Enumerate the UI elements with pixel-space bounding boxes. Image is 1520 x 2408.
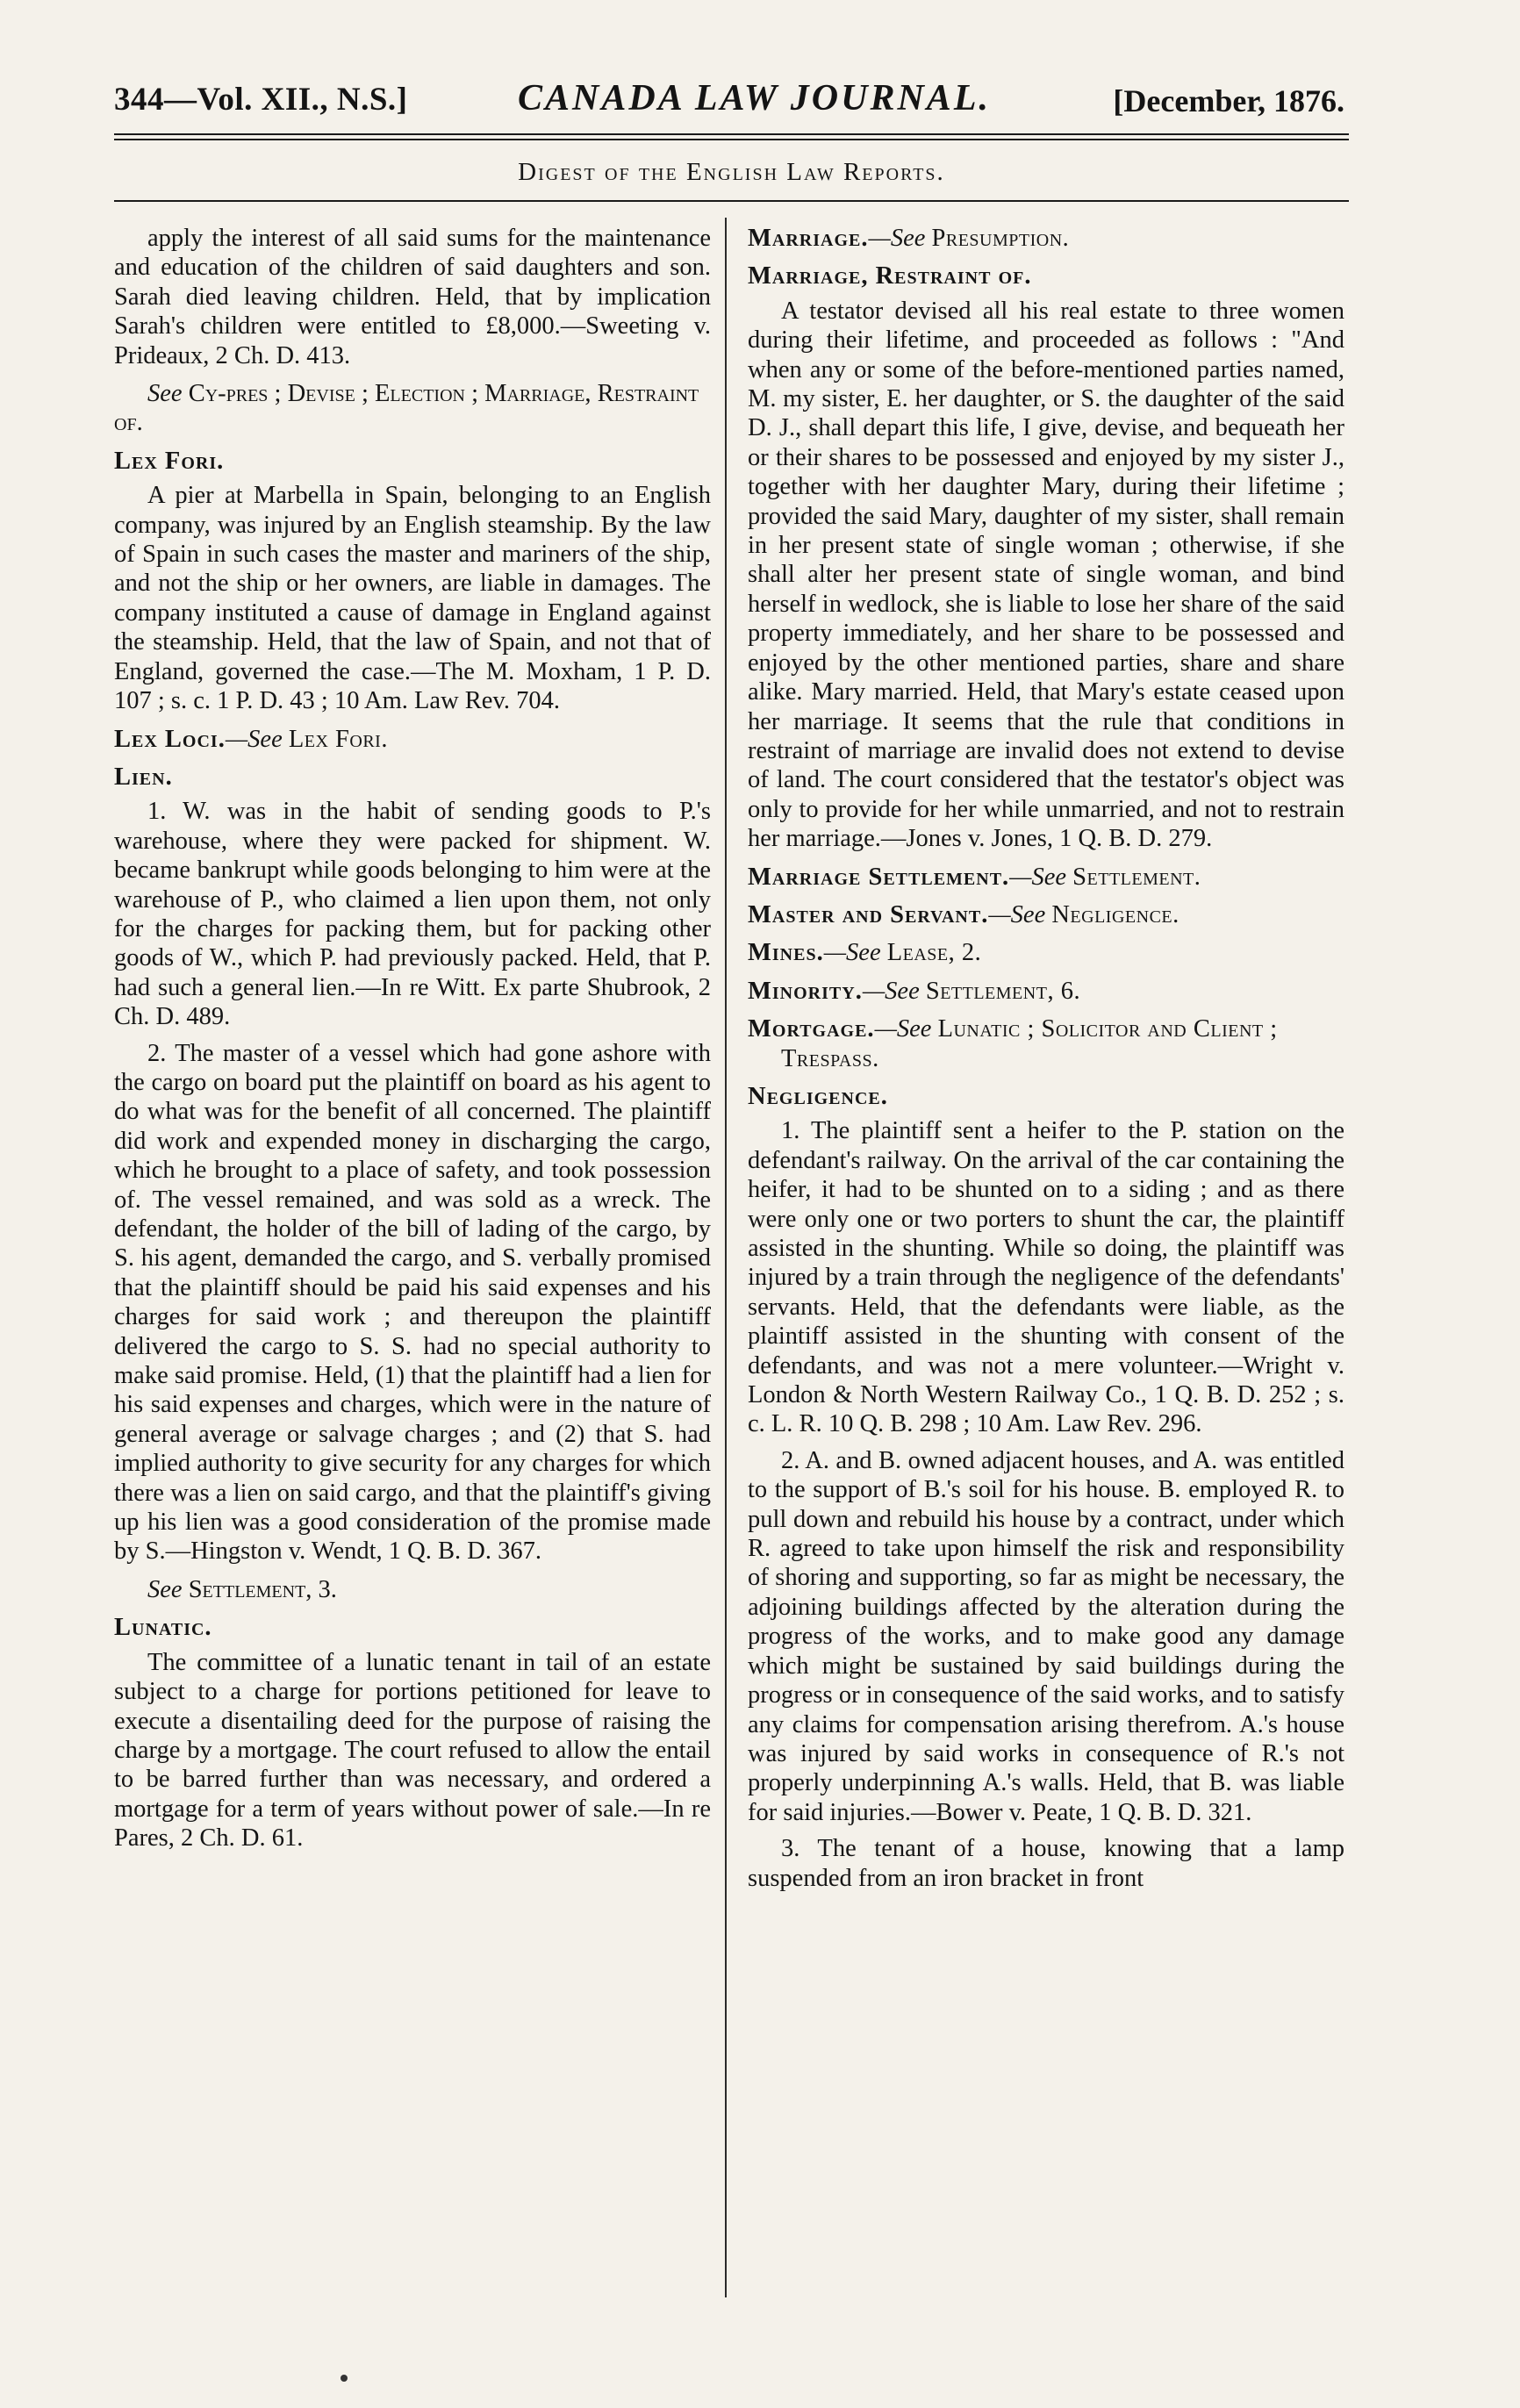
marriage-restraint-text: A testator devised all his real estate to three women during their lifetime, and proceeded as follows : "And when any or some of the before-mentioned parties named, M. my sister, E. her daughter, or S. the daughter of the said D. J., shall depart this life, I give, devise, and bequeath her or their shares to be possessed and enjoyed by my sister J., together with her daughter Mary, during their lifetime ; provided the said Mary, daughter of my sister, shall remain in her present state of single woman ; otherwise, if she shall alter her present state of single woman, and bind herself in wedlock, she is liable to lose her share of the said property immediately, and her share to be possessed and enjoyed by the other mentioned parties, share and share alike. Mary married. Held, that Mary's estate ceased upon her marriage. It seems that the rule that conditions in restraint of marriage are invalid does not extend to devise of land. The court considered that the testator's object was only to provide for her while unmarried, and not to restrain her marriage.—Jones v. Jones, 1 Q. B. D. 279. — [748, 297, 1344, 853]
volume-page-number: 344—Vol. XII., N.S.] — [114, 82, 408, 118]
xref-target: Presumption. — [931, 225, 1070, 252]
xref-entry — [748, 1014, 1344, 1073]
xref-entry — [748, 900, 1344, 929]
see-label: —See — [862, 977, 920, 1005]
see-label: —See — [225, 725, 283, 753]
xref-target: Lunatic ; Solicitor and Client ; Trespass. — [781, 1015, 1278, 1072]
xref-target: Lease, 2. — [886, 939, 982, 967]
xref-target: Settlement. — [1072, 863, 1201, 891]
xref-entry — [748, 863, 1344, 892]
header-rule-bottom — [114, 139, 1349, 140]
negligence-para-3: 3. The tenant of a house, knowing that a lamp suspended from an iron bracket in front — [748, 1835, 1344, 1892]
see-also-targets: Settlement, 3. — [188, 1575, 337, 1603]
xref-marriage — [748, 224, 1344, 253]
issue-date: [December, 1876. — [1113, 83, 1344, 118]
xref-heading: Mines. — [748, 939, 824, 967]
ink-speck — [341, 2375, 348, 2382]
see-label: See — [147, 1575, 183, 1603]
xref-heading: Minority. — [748, 977, 863, 1005]
left-column — [114, 224, 711, 1860]
see-label: See — [147, 380, 183, 408]
xref-target: Negligence. — [1051, 900, 1179, 928]
heading-lien: Lien. — [114, 763, 173, 791]
lien-para-2: 2. The master of a vessel which had gone ashore with the cargo on board put the plaintiff on board as his agent to do what was for the benefit of all concerned. The plaintiff did work and expended money in discharging the cargo, which he brought to a place of safety, and took possession of. The vessel remained, and was sold as a wreck. The defendant, the holder of the bill of lading of the cargo, by S. his agent, demanded the cargo, and S. verbally promised that the plaintiff should be paid his said expenses and his charges for said work ; and thereupon the plaintiff delivered the cargo to S. S. had no special authority to make said promise. Held, (1) that the plaintiff had a lien for his said expenses and charges, which were in the nature of general average or salvage charges ; and (2) that S. had implied authority to give security for any charges for which there was a lien on said cargo, and that the plaintiff's giving up his lien was a good consideration of the promise made by S.—Hingston v. Wendt, 1 Q. B. D. 367. — [114, 1039, 711, 1566]
heading-marriage: Marriage. — [748, 225, 869, 252]
xref-entry — [748, 938, 1344, 967]
see-label: —See — [823, 939, 881, 967]
see-also-line — [114, 379, 711, 438]
negligence-para-1: 1. The plaintiff sent a heifer to the P. station on the defendant's railway. On the arrival of the car containing the heifer, it had to be shunted on to a siding ; and as there were only one or two porters to shunt the car, the plaintiff assisted in the shunting. While so doing, the plaintiff was injured by a train through the negligence of the defendants' servants. Held, that the defendants were liable, as the plaintiff assisted in the shunting with consent of the defendants, and was not a mere volunteer.—Wright v. London & North Western Railway Co., 1 Q. B. D. 252 ; s. c. L. R. 10 Q. B. 298 ; 10 Am. Law Rev. 296. — [748, 1117, 1344, 1438]
see-label: —See — [1009, 863, 1067, 891]
heading-lunatic: Lunatic. — [114, 1614, 212, 1642]
column-divider — [725, 218, 727, 2297]
xref-heading: Mortgage. — [748, 1015, 875, 1043]
xref-heading: Master and Servant. — [748, 900, 989, 928]
xref-target: Lex Fori. — [288, 725, 388, 753]
running-head — [114, 70, 1344, 132]
see-label: —See — [988, 900, 1046, 928]
heading-negligence: Negligence. — [748, 1082, 888, 1110]
xref-lex-loci — [114, 725, 711, 754]
lien-para-1: 1. W. was in the habit of sending goods to P.'s warehouse, where they were packed for shipment. W. became bankrupt while goods belonging to him were at the warehouse of P., who claimed a lien upon them, not only for the charges for packing them, but for packing other goods of W., which P. had previously packed. Held, that P. had such a general lien.—In re Witt. Ex parte Shubrook, 2 Ch. D. 489. — [114, 798, 711, 1031]
journal-title: CANADA LAW JOURNAL. — [518, 78, 991, 118]
section-rule — [114, 200, 1349, 202]
section-title: Digest of the English Law Reports. — [518, 158, 945, 186]
heading-lex-loci: Lex Loci. — [114, 725, 226, 753]
see-also-line — [114, 1575, 711, 1604]
heading-lex-fori: Lex Fori. — [114, 447, 225, 475]
header-rule-top — [114, 133, 1349, 135]
continued-paragraph: apply the interest of all said sums for the maintenance and education of the children of said daughters and son. Sarah died leaving children. Held, that by implication Sarah's children were entitled to £8,000.—Sweeting v. Prideaux, 2 Ch. D. 413. — [114, 225, 711, 369]
lunatic-text: The committee of a lunatic tenant in tail of an estate subject to a charge for portions petitioned for leave to execute a disentailing deed for the purpose of raising the charge by a mortgage. The court refused to allow the entail to be barred further than was necessary, and ordered a mortgage for a term of years without power of sale.—In re Pares, 2 Ch. D. 61. — [114, 1648, 711, 1853]
xref-entry — [748, 977, 1344, 1006]
lex-fori-text: A pier at Marbella in Spain, belonging to an English company, was injured by an English steamship. By the law of Spain in such cases the master and mariners of the ship, and not the ship or her owners, are liable in damages. The company instituted a cause of damage in England against the steamship. Held, that the law of Spain, and not that of England, governed the case.—The M. Moxham, 1 P. D. 107 ; s. c. 1 P. D. 43 ; 10 Am. Law Rev. 704. — [114, 482, 711, 715]
right-column — [748, 224, 1344, 1900]
xref-heading: Marriage Settlement. — [748, 863, 1010, 891]
negligence-para-2: 2. A. and B. owned adjacent houses, and A. was entitled to the support of B.'s soil for his house. B. employed R. to pull down and rebuild his house by a contract, under which R. agreed to take upon himself the risk and responsibility of shoring and supporting, so far as might be necessary, the adjoining buildings affected by the alteration during the progress of the works, and to make good any damage which might be sustained by said buildings during the progress or in consequence of the said works, and to satisfy any claims for compensation arising therefrom. A.'s house was injured by said works in consequence of R.'s not properly underpinning A.'s walls. Held, that B. was liable for said injuries.—Bower v. Peate, 1 Q. B. D. 321. — [748, 1446, 1344, 1826]
see-label: —See — [868, 225, 926, 252]
see-label: —See — [874, 1015, 932, 1043]
see-also-targets: Cy-pres ; Devise ; Election ; Marriage, Restraint of. — [114, 380, 699, 437]
heading-marriage-restraint: Marriage, Restraint of. — [748, 262, 1032, 290]
xref-target: Settlement, 6. — [925, 977, 1081, 1005]
